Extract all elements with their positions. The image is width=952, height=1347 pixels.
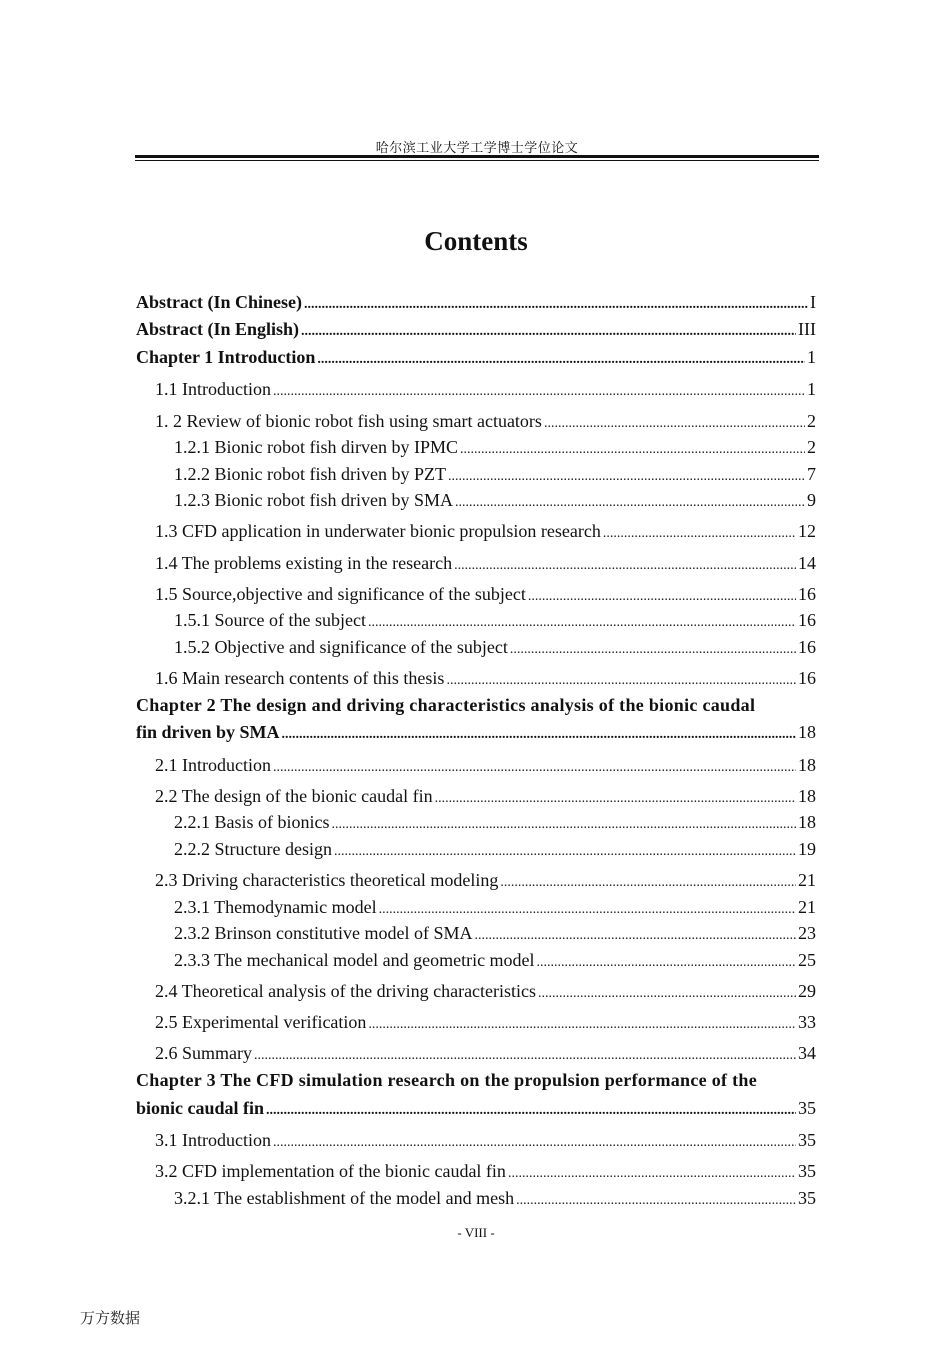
toc-page-number: 35 xyxy=(798,1161,816,1181)
toc-dot-leader xyxy=(379,896,796,921)
toc-section-entry[interactable] xyxy=(155,1042,816,1064)
toc-dot-leader xyxy=(304,291,808,316)
toc-page-number: 29 xyxy=(798,981,816,1001)
toc-dot-leader xyxy=(273,1129,796,1154)
toc-section-entry[interactable] xyxy=(174,949,816,971)
toc-dot-leader xyxy=(603,520,796,545)
toc-page-number: 16 xyxy=(798,584,816,604)
toc-entry-title: 3.2 CFD implementation of the bionic caudal fin xyxy=(155,1161,506,1181)
toc-dot-leader xyxy=(475,922,797,947)
toc-page-number: 18 xyxy=(798,755,816,775)
toc-section-entry[interactable] xyxy=(174,922,816,944)
toc-entry-title: 3.2.1 The establishment of the model and mesh xyxy=(174,1188,515,1208)
toc-page-number: 19 xyxy=(798,839,816,859)
toc-section-entry[interactable] xyxy=(155,754,816,776)
toc-section-entry[interactable] xyxy=(174,636,816,658)
toc-entry-title: 1.2.3 Bionic robot fish driven by SMA xyxy=(174,490,453,510)
toc-page-number: 12 xyxy=(798,521,816,541)
toc-entry-title: 2.2.1 Basis of bionics xyxy=(174,812,330,832)
page-header: 哈尔滨工业大学工学博士学位论文 xyxy=(375,140,579,155)
toc-dot-leader xyxy=(435,785,796,810)
toc-dot-leader xyxy=(334,838,796,863)
page-title: Contents xyxy=(424,226,528,256)
toc-dot-leader xyxy=(273,378,805,403)
toc-section-entry[interactable] xyxy=(155,520,816,542)
toc-dot-leader xyxy=(510,636,796,661)
toc-chapter-entry[interactable] xyxy=(136,318,816,340)
toc-section-entry[interactable] xyxy=(174,1187,816,1209)
header-rule-thin xyxy=(135,160,819,161)
toc-chapter-entry[interactable] xyxy=(136,721,816,743)
toc-section-entry[interactable] xyxy=(174,609,816,631)
toc-section-entry[interactable] xyxy=(155,1160,816,1182)
toc-entry-title: 2.2 The design of the bionic caudal fin xyxy=(155,786,433,806)
toc-page-number: 1 xyxy=(807,379,816,399)
toc-page-number: 18 xyxy=(798,722,816,742)
toc-page-number: 16 xyxy=(798,637,816,657)
toc-dot-leader xyxy=(538,980,796,1005)
toc-dot-leader xyxy=(460,436,805,461)
toc-page-number: 25 xyxy=(798,950,816,970)
toc-dot-leader xyxy=(500,869,796,894)
toc-entry-title: 2.3 Driving characteristics theoretical modeling xyxy=(155,870,499,890)
toc-page-number: 2 xyxy=(807,411,816,431)
toc-entry-title: 2.3.2 Brinson constitutive model of SMA xyxy=(174,923,473,943)
toc-page-number: 18 xyxy=(798,786,816,806)
toc-page-number: 14 xyxy=(798,553,816,573)
toc-section-entry[interactable] xyxy=(174,896,816,918)
toc-dot-leader xyxy=(317,346,805,371)
toc-dot-leader xyxy=(368,1011,796,1036)
toc-section-entry[interactable] xyxy=(155,583,816,605)
toc-dot-leader xyxy=(516,1187,796,1212)
toc-dot-leader xyxy=(537,949,796,974)
toc-entry-title: 2.6 Summary xyxy=(155,1043,252,1063)
toc-section-entry[interactable] xyxy=(155,410,816,432)
toc-entry-title: 2.2.2 Structure design xyxy=(174,839,332,859)
toc-page-number: 18 xyxy=(798,812,816,832)
toc-page-number: 35 xyxy=(798,1098,816,1118)
toc-section-entry[interactable] xyxy=(155,980,816,1002)
toc-entry-title: Abstract (In Chinese) xyxy=(136,292,302,312)
toc-dot-leader xyxy=(301,318,796,343)
toc-dot-leader xyxy=(266,1097,796,1122)
toc-chapter-entry[interactable] xyxy=(136,1069,816,1091)
toc-page-number: 21 xyxy=(798,897,816,917)
toc-section-entry[interactable] xyxy=(155,1011,816,1033)
toc-section-entry[interactable] xyxy=(155,552,816,574)
toc-page-number: 33 xyxy=(798,1012,816,1032)
watermark: 万方数据 xyxy=(80,1311,141,1327)
toc-page-number: 21 xyxy=(798,870,816,890)
toc-page-number: 16 xyxy=(798,668,816,688)
toc-dot-leader xyxy=(508,1160,796,1185)
toc-entry-title: Abstract (In English) xyxy=(136,319,300,339)
toc-page-number: 35 xyxy=(798,1130,816,1150)
toc-entry-title: 2.4 Theoretical analysis of the driving characteristics xyxy=(155,981,537,1001)
toc-page-number: I xyxy=(810,292,816,312)
page-number-footer: - VIII - xyxy=(457,1225,495,1240)
toc-entry-title: Chapter 1 Introduction xyxy=(136,347,316,367)
toc-section-entry[interactable] xyxy=(155,378,816,400)
toc-page-number: III xyxy=(798,319,816,339)
toc-entry-title: Chapter 3 The CFD simulation research on the propulsion performance of the xyxy=(136,1070,758,1090)
toc-entry-title: 1. 2 Review of bionic robot fish using smart actuators xyxy=(155,411,542,431)
toc-chapter-entry[interactable] xyxy=(136,694,816,716)
toc-entry-title: 2.5 Experimental verification xyxy=(155,1012,367,1032)
toc-dot-leader xyxy=(455,489,805,514)
toc-page-number: 23 xyxy=(798,923,816,943)
toc-page-number: 2 xyxy=(807,437,816,457)
toc-entry-title: 1.5 Source,objective and significance of the subject xyxy=(155,584,526,604)
toc-entry-title: 2.3.1 Themodynamic model xyxy=(174,897,377,917)
toc-entry-title: 1.2.2 Bionic robot fish driven by PZT xyxy=(174,464,446,484)
toc-dot-leader xyxy=(454,552,796,577)
toc-entry-title: 1.4 The problems existing in the research xyxy=(155,553,453,573)
toc-page-number: 9 xyxy=(807,490,816,510)
toc-entry-title: 2.3.3 The mechanical model and geometric model xyxy=(174,950,535,970)
toc-dot-leader xyxy=(332,811,797,836)
toc-entry-title: fin driven by SMA xyxy=(136,722,280,742)
toc-section-entry[interactable] xyxy=(155,869,816,891)
toc-dot-leader xyxy=(544,410,805,435)
toc-dot-leader xyxy=(254,1042,796,1067)
toc-dot-leader xyxy=(448,463,805,488)
toc-entry-title: 1.6 Main research contents of this thesis xyxy=(155,668,445,688)
toc-dot-leader xyxy=(528,583,796,608)
toc-entry-title: 1.2.1 Bionic robot fish dirven by IPMC xyxy=(174,437,458,457)
toc-chapter-entry[interactable] xyxy=(136,346,816,368)
toc-page-number: 7 xyxy=(807,464,816,484)
toc-section-entry[interactable] xyxy=(155,785,816,807)
toc-section-entry[interactable] xyxy=(174,811,816,833)
toc-page-number: 16 xyxy=(798,610,816,630)
toc-entry-title: 3.1 Introduction xyxy=(155,1130,271,1150)
toc-entry-title: Chapter 2 The design and driving characteristics analysis of the bionic caudal xyxy=(136,695,756,715)
toc-page-number: 1 xyxy=(807,347,816,367)
toc-section-entry[interactable] xyxy=(174,463,816,485)
toc-dot-leader xyxy=(446,667,796,692)
toc-section-entry[interactable] xyxy=(174,436,816,458)
toc-dot-leader xyxy=(282,721,796,746)
toc-page-number: 34 xyxy=(798,1043,816,1063)
toc-section-entry[interactable] xyxy=(174,838,816,860)
toc-entry-title: bionic caudal fin xyxy=(136,1098,265,1118)
header-rule-thick xyxy=(135,155,819,158)
toc-page-number: 35 xyxy=(798,1188,816,1208)
toc-entry-title: 1.1 Introduction xyxy=(155,379,271,399)
toc-entry-title: 2.1 Introduction xyxy=(155,755,271,775)
toc-entry-title: 1.3 CFD application in underwater bionic propulsion research xyxy=(155,521,601,541)
toc-entry-title: 1.5.1 Source of the subject xyxy=(174,610,366,630)
toc-chapter-entry[interactable] xyxy=(136,291,816,313)
toc-dot-leader xyxy=(273,754,796,779)
toc-dot-leader xyxy=(368,609,796,634)
toc-section-entry[interactable] xyxy=(155,1129,816,1151)
toc-chapter-entry[interactable] xyxy=(136,1097,816,1119)
toc-section-entry[interactable] xyxy=(155,667,816,689)
toc-entry-title: 1.5.2 Objective and significance of the subject xyxy=(174,637,508,657)
toc-section-entry[interactable] xyxy=(174,489,816,511)
